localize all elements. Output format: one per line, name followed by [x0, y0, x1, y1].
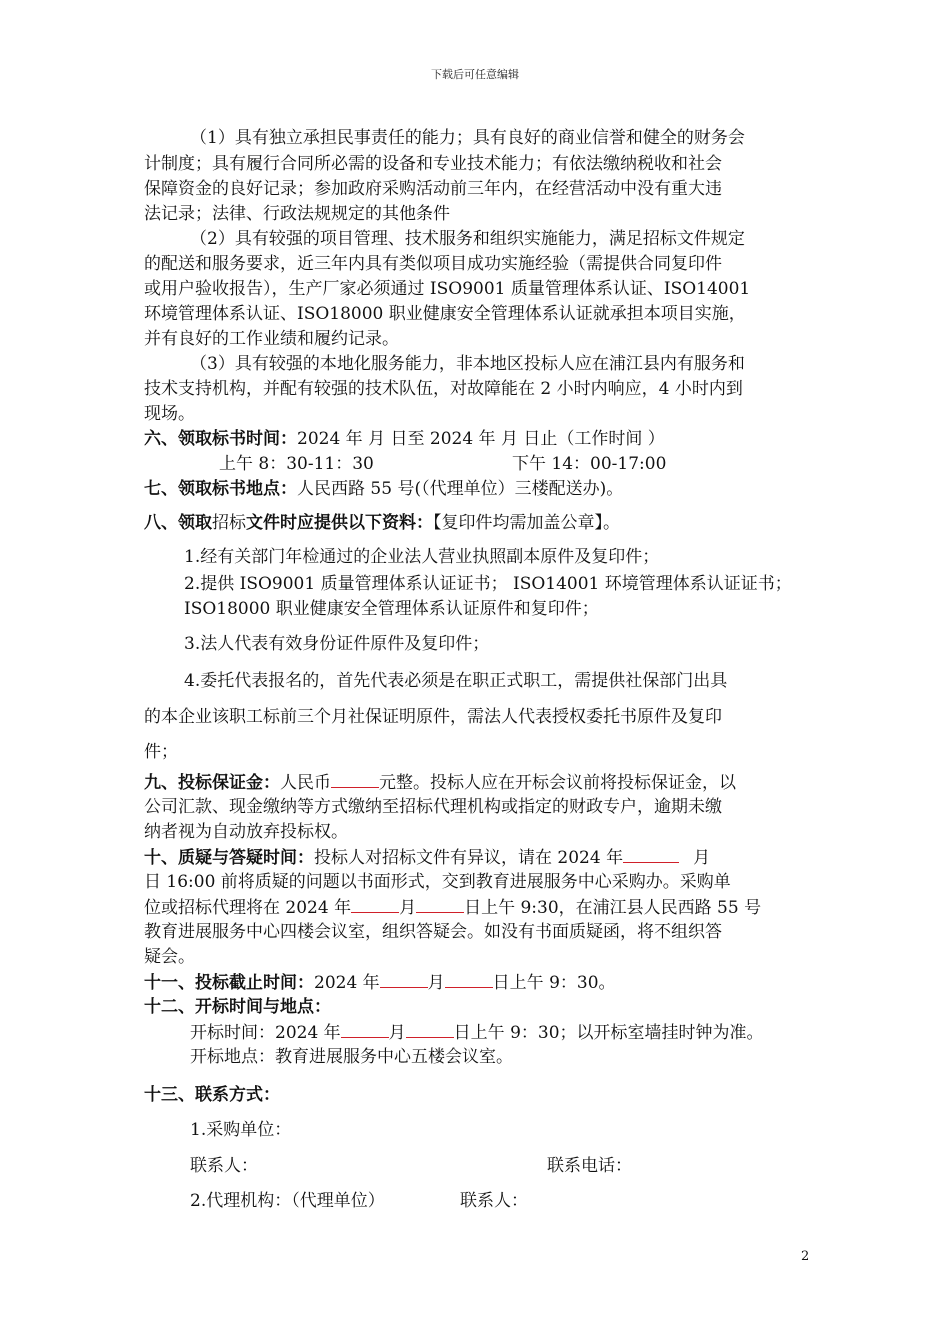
- para1-line4: 法记录；法律、行政法规规定的其他条件: [144, 204, 450, 224]
- section10-text-b: 月: [693, 848, 711, 868]
- deadline-day-blank: [445, 971, 493, 988]
- section8-item1: 1.经有关部门年检通过的企业法人营业执照副本原件及复印件；: [184, 547, 660, 567]
- para1-line1: （1）具有独立承担民事责任的能力；具有良好的商业信誉和健全的财务会: [190, 128, 745, 148]
- section10-line3-a: 位或招标代理将在 2024 年: [144, 898, 352, 918]
- objection-month-blank: [623, 846, 679, 863]
- section11-text-b: 月: [427, 973, 445, 993]
- section6-morning: 上午 8：30-11：30: [219, 454, 374, 474]
- section6-afternoon: 下午 14：00-17:00: [512, 454, 667, 474]
- qa-month-blank: [351, 896, 399, 913]
- opening-month-blank: [341, 1021, 389, 1038]
- section13-purchaser: 1.采购单位：: [190, 1120, 292, 1140]
- section8-item4-line2: 的本企业该职工标前三个月社保证明原件，需法人代表授权委托书原件及复印: [144, 707, 722, 727]
- para1-line2: 计制度；具有履行合同所必需的设备和专业技术能力；有依法缴纳税收和社会: [144, 154, 722, 174]
- section9-text-a: 人民币: [280, 773, 331, 793]
- section10-line2: 日 16:00 前将质疑的问题以书面形式，交到教育进展服务中心采购办。采购单: [144, 872, 731, 892]
- section10-text-a: 投标人对招标文件有异议，请在 2024 年: [314, 848, 624, 868]
- section6-line: [144, 428, 665, 450]
- para2-line3: 或用户验收报告），生产厂家必须通过 ISO9001 质量管理体系认证、ISO14001: [144, 279, 751, 299]
- section9-line1: [144, 771, 736, 794]
- section10-line1: [144, 846, 710, 869]
- opening-time-a: 开标时间：2024 年: [190, 1023, 341, 1043]
- para2-line5: 并有良好的工作业绩和履约记录。: [144, 329, 399, 349]
- section9-line3: 纳者视为自动放弃投标权。: [144, 822, 348, 842]
- section13-phone: 联系电话：: [547, 1156, 632, 1176]
- section8-item2-line1: 2.提供 ISO9001 质量管理体系认证证书； ISO14001 环境管理体系认证证书；: [184, 574, 792, 594]
- section10-line3-b: 月: [399, 898, 417, 918]
- section8-text: 【复印件均需加盖公章】。: [433, 513, 620, 533]
- para2-line4: 环境管理体系认证、ISO18000 职业健康安全管理体系认证就承担本项目实施，: [144, 304, 746, 324]
- section8-heading-c: 文件时应提供以下资料：: [246, 513, 433, 533]
- page-number: 2: [801, 1249, 810, 1264]
- section13-agency: 2.代理机构：（代理单位）: [190, 1191, 385, 1211]
- section8-item4-line3: 件；: [144, 742, 178, 762]
- section8-item2-line2: ISO18000 职业健康安全管理体系认证原件和复印件；: [184, 599, 599, 619]
- section6-heading: 六、领取标书时间：: [144, 429, 297, 449]
- deposit-amount-blank: [331, 771, 379, 788]
- section12-time-line: [190, 1021, 764, 1044]
- section9-heading: 九、投标保证金：: [144, 773, 280, 793]
- opening-place: 开标地点：教育进展服务中心五楼会议室。: [190, 1047, 513, 1067]
- opening-day-blank: [406, 1021, 454, 1038]
- section11-line: [144, 971, 616, 994]
- section10-line5: 疑会。: [144, 947, 195, 967]
- para1-line3: 保障资金的良好记录；参加政府采购活动前三年内，在经营活动中没有重大违: [144, 179, 722, 199]
- para3-line3: 现场。: [144, 404, 195, 424]
- section13-contact: 联系人：: [190, 1156, 258, 1176]
- section10-line4: 教育进展服务中心四楼会议室，组织答疑会。如没有书面质疑函，将不组织答: [144, 922, 722, 942]
- para2-line1: （2）具有较强的项目管理、技术服务和组织实施能力，满足招标文件规定: [190, 229, 745, 249]
- section8-heading-b: 招标: [212, 513, 246, 533]
- qa-day-blank: [416, 896, 464, 913]
- section11-text-a: 2024 年: [314, 973, 380, 993]
- deadline-month-blank: [380, 971, 428, 988]
- section12-heading: 十二、开标时间与地点：: [144, 997, 331, 1017]
- para2-line2: 的配送和服务要求，近三年内具有类似项目成功实施经验（需提供合同复印件: [144, 254, 722, 274]
- section8-item4-line1: 4.委托代表报名的，首先代表必须是在职正式职工，需提供社保部门出具: [184, 671, 728, 691]
- section8-line: [144, 512, 620, 534]
- page-header: 下载后可任意编辑: [431, 68, 519, 81]
- para3-line1: （3）具有较强的本地化服务能力，非本地区投标人应在浦江县内有服务和: [190, 354, 745, 374]
- section7-heading: 七、领取标书地点：: [144, 479, 297, 499]
- section10-heading: 十、质疑与答疑时间：: [144, 848, 314, 868]
- section9-line2: 公司汇款、现金缴纳等方式缴纳至招标代理机构或指定的财政专户，逾期未缴: [144, 797, 722, 817]
- section13-agency-contact: 联系人：: [460, 1191, 528, 1211]
- section11-heading: 十一、投标截止时间：: [144, 973, 314, 993]
- section8-item3: 3.法人代表有效身份证件原件及复印件；: [184, 634, 490, 654]
- opening-time-b: 月: [388, 1023, 406, 1043]
- section9-text-b: 元整。投标人应在开标会议前将投标保证金，以: [379, 773, 736, 793]
- section13-heading: 十三、联系方式：: [144, 1085, 280, 1105]
- para3-line2: 技术支持机构，并配有较强的技术队伍，对故障能在 2 小时内响应，4 小时内到: [144, 379, 743, 399]
- section10-line3-c: 日上午 9:30，在浦江县人民西路 55 号: [464, 898, 762, 918]
- section11-text-c: 日上午 9：30。: [492, 973, 616, 993]
- section8-heading-a: 八、领取: [144, 513, 212, 533]
- opening-time-c: 日上午 9：30；以开标室墙挂时钟为准。: [453, 1023, 764, 1043]
- section7-text: 人民西路 55 号(（代理单位）三楼配送办)。: [297, 479, 624, 499]
- section10-line3: [144, 896, 761, 919]
- section6-text: 2024 年 月 日至 2024 年 月 日止（工作时间 ）: [297, 429, 665, 449]
- section7-line: [144, 478, 623, 500]
